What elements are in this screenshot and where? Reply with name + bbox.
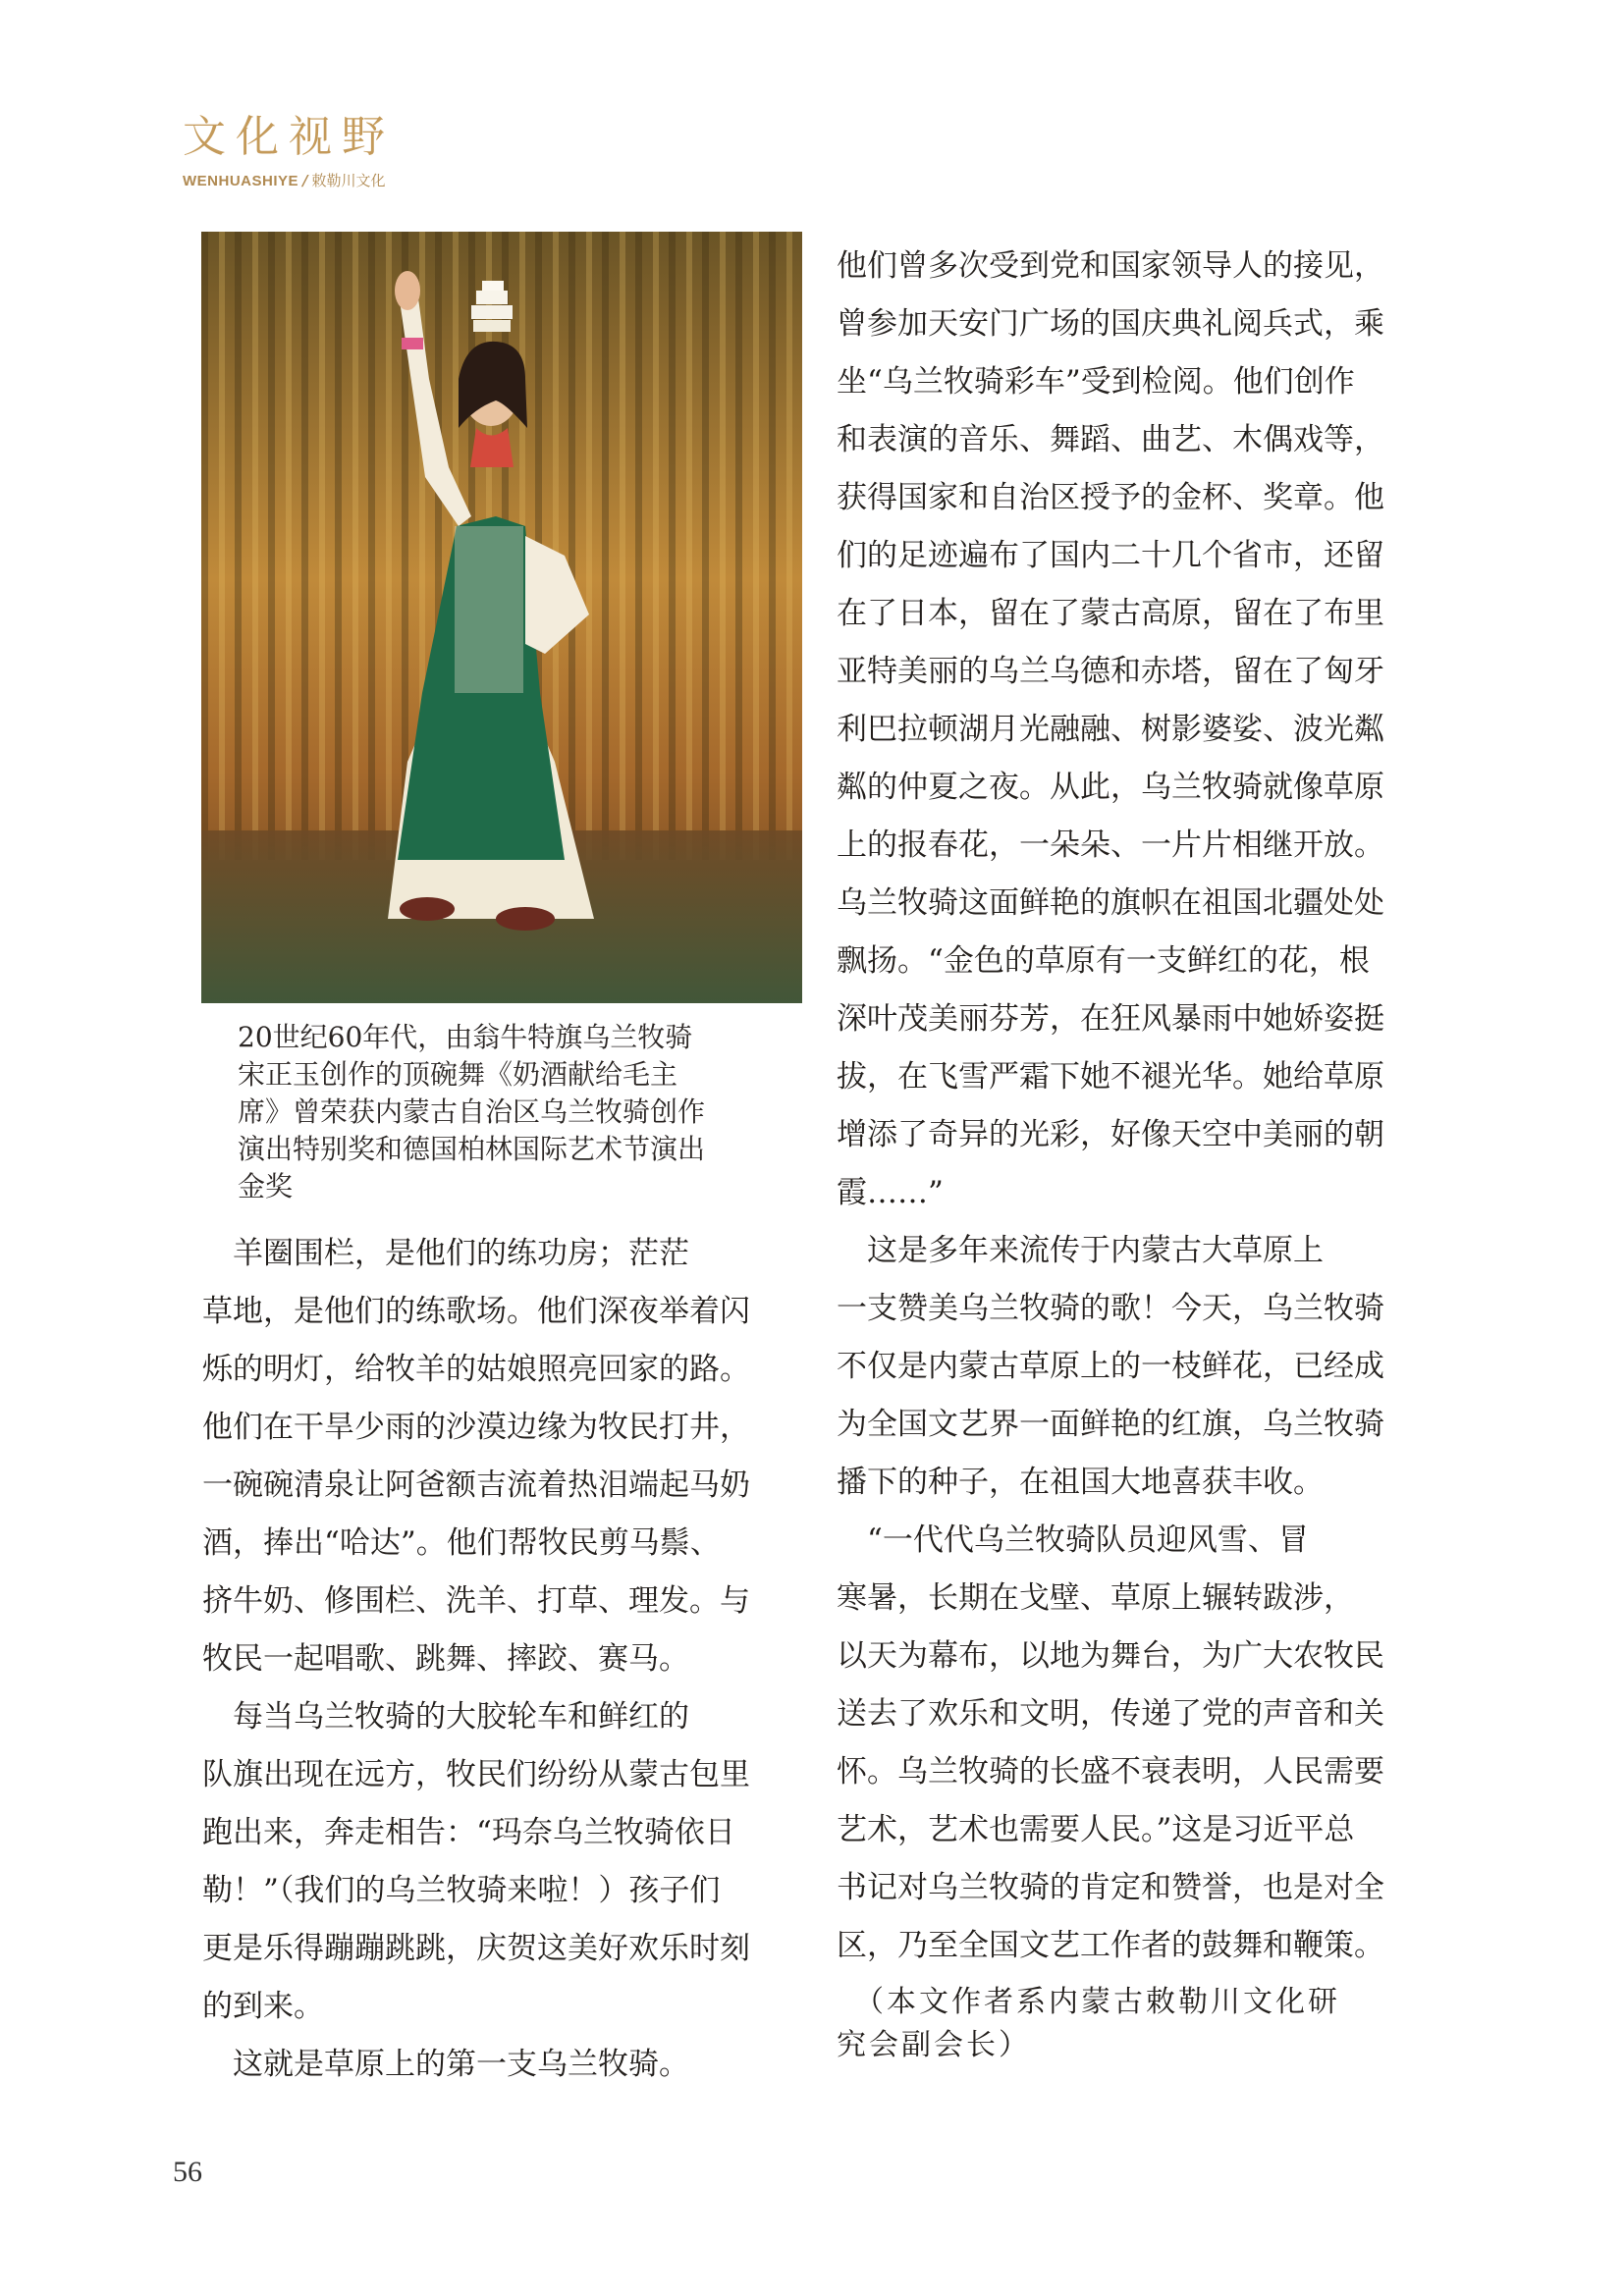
section-subtitle-divider: / (302, 172, 308, 189)
text-line: 寒暑，长期在戈壁、草原上辗转跋涉， (837, 1580, 1354, 1616)
text-line: 获得国家和自治区授予的金杯、奖章。他 (837, 480, 1384, 515)
text-line: 每当乌兰牧骑的大胶轮车和鲜红的 (202, 1699, 689, 1735)
author-note: 究会副会长） (837, 2028, 1031, 2062)
text-line: 牧民一起唱歌、跳舞、摔跤、赛马。 (202, 1641, 689, 1677)
text-line: 乌兰牧骑这面鲜艳的旗帜在祖国北疆处处 (837, 885, 1384, 921)
text-line: 为全国文艺界一面鲜艳的红旗，乌兰牧骑 (837, 1407, 1384, 1442)
text-line: 更是乐得蹦蹦跳跳，庆贺这美好欢乐时刻 (202, 1931, 750, 1966)
text-line: 播下的种子，在祖国大地喜获丰收。 (837, 1465, 1324, 1500)
photo-caption (238, 1019, 787, 1205)
text-line: 坐“乌兰牧骑彩车”受到检阅。他们创作 (837, 364, 1355, 400)
text-line: 这就是草原上的第一支乌兰牧骑。 (202, 2047, 689, 2082)
text-line: 的到来。 (202, 1989, 324, 2024)
caption-line: 20世纪60年代，由翁牛特旗乌兰牧骑 (238, 1021, 693, 1053)
text-line: 草地，是他们的练歌场。他们深夜举着闪 (202, 1294, 750, 1329)
text-line: 书记对乌兰牧骑的肯定和赞誉，也是对全 (837, 1870, 1384, 1905)
text-line: 增添了奇异的光彩，好像天空中美丽的朝 (837, 1117, 1384, 1152)
right-column-text (837, 238, 1437, 2067)
text-line: 羊圈围栏，是他们的练功房；茫茫 (202, 1236, 689, 1271)
caption-line: 金奖 (238, 1170, 294, 1202)
caption-line: 席》曾荣获内蒙古自治区乌兰牧骑创作 (238, 1095, 706, 1128)
text-line: 利巴拉顿湖月光融融、树影婆娑、波光粼 (837, 712, 1384, 747)
text-line: “一代代乌兰牧骑队员迎风雪、冒 (837, 1522, 1309, 1558)
section-subtitle (183, 171, 395, 191)
text-line: 烁的明灯，给牧羊的姑娘照亮回家的路。 (202, 1352, 750, 1387)
section-subtitle-cn: 敕勒川文化 (311, 172, 386, 189)
left-column-text (202, 1225, 803, 2094)
text-line: 深叶茂美丽芬芳，在狂风暴雨中她娇姿挺 (837, 1001, 1384, 1037)
text-line: 曾参加天安门广场的国庆典礼阅兵式，乘 (837, 306, 1384, 342)
text-line: 这是多年来流传于内蒙古大草原上 (837, 1233, 1324, 1268)
text-line: 在了日本，留在了蒙古高原，留在了布里 (837, 596, 1384, 631)
text-line: 跑出来，奔走相告：“玛奈乌兰牧骑依日 (202, 1815, 735, 1850)
text-line: 不仅是内蒙古草原上的一枝鲜花，已经成 (837, 1349, 1384, 1384)
text-line: 飘扬。“金色的草原有一支鲜红的花，根 (837, 943, 1370, 979)
text-line: 他们在干旱少雨的沙漠边缘为牧民打井， (202, 1410, 750, 1445)
text-line: 一支赞美乌兰牧骑的歌！今天，乌兰牧骑 (837, 1291, 1384, 1326)
dancer-photo (201, 232, 802, 1003)
text-line: 勒！”（我们的乌兰牧骑来啦！）孩子们 (202, 1873, 721, 1908)
caption-line: 宋正玉创作的顶碗舞《奶酒献给毛主 (238, 1058, 678, 1091)
text-line: 酒，捧出“哈达”。他们帮牧民剪马鬃、 (202, 1525, 721, 1561)
text-line: 和表演的音乐、舞蹈、曲艺、木偶戏等， (837, 422, 1384, 457)
text-line: 以天为幕布，以地为舞台，为广大农牧民 (837, 1638, 1384, 1674)
page-header (183, 110, 395, 191)
text-line: 艺术，艺术也需要人民。”这是习近平总 (837, 1812, 1355, 1847)
text-line: 一碗碗清泉让阿爸额吉流着热泪端起马奶 (202, 1468, 750, 1503)
text-line: 怀。乌兰牧骑的长盛不衰表明，人民需要 (837, 1754, 1384, 1789)
text-line: 挤牛奶、修围栏、洗羊、打草、理发。与 (202, 1583, 750, 1619)
text-line: 拔，在飞雪严霜下她不褪光华。她给草原 (837, 1059, 1384, 1095)
text-line: 队旗出现在远方，牧民们纷纷从蒙古包里 (202, 1757, 750, 1792)
text-line: 粼的仲夏之夜。从此，乌兰牧骑就像草原 (837, 770, 1384, 805)
text-line: 霞……” (837, 1175, 944, 1210)
section-title: 文化视野 (183, 112, 395, 162)
text-line: 区，乃至全国文艺工作者的鼓舞和鞭策。 (837, 1928, 1384, 1963)
page-number: 56 (173, 2156, 202, 2188)
text-line: 亚特美丽的乌兰乌德和赤塔，留在了匈牙 (837, 654, 1384, 689)
section-subtitle-latin: WENHUASHIYE (183, 173, 299, 189)
author-note: （本文作者系内蒙古敕勒川文化研 (837, 1985, 1340, 2019)
text-line: 送去了欢乐和文明，传递了党的声音和关 (837, 1696, 1384, 1732)
text-line: 上的报春花，一朵朵、一片片相继开放。 (837, 828, 1384, 863)
text-line: 他们曾多次受到党和国家领导人的接见， (837, 248, 1384, 284)
text-line: 们的足迹遍布了国内二十几个省市，还留 (837, 538, 1384, 573)
caption-line: 演出特别奖和德国柏林国际艺术节演出 (238, 1133, 706, 1165)
